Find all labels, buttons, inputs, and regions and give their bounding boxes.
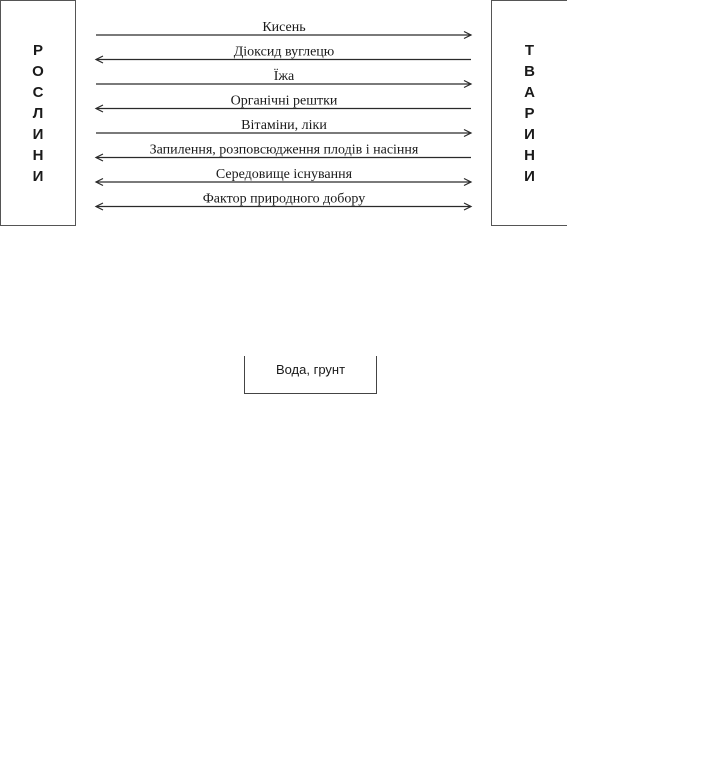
relation-label: Вітаміни, ліки	[241, 118, 327, 133]
animals-label: Т В А Р И Н И	[524, 41, 535, 185]
relation-label: Органічні рештки	[230, 93, 338, 109]
relations-diagram	[0, 0, 717, 230]
plants-label: Р О С Л И Н И	[32, 41, 44, 185]
relation-label: Запилення, розповсюдження плодів і насіння	[149, 142, 419, 158]
relation-label: Середовище існування	[215, 167, 353, 182]
relations-layer	[96, 20, 471, 210]
relation-label: Діоксид вуглецю	[233, 44, 335, 60]
water-soil-label: Вода, грунт	[275, 362, 346, 377]
relation-label: Кисень	[262, 20, 306, 35]
relation-label: Їжа	[273, 69, 295, 84]
water-soil-box	[244, 356, 377, 394]
relation-label: Фактор природного добору	[202, 191, 366, 207]
